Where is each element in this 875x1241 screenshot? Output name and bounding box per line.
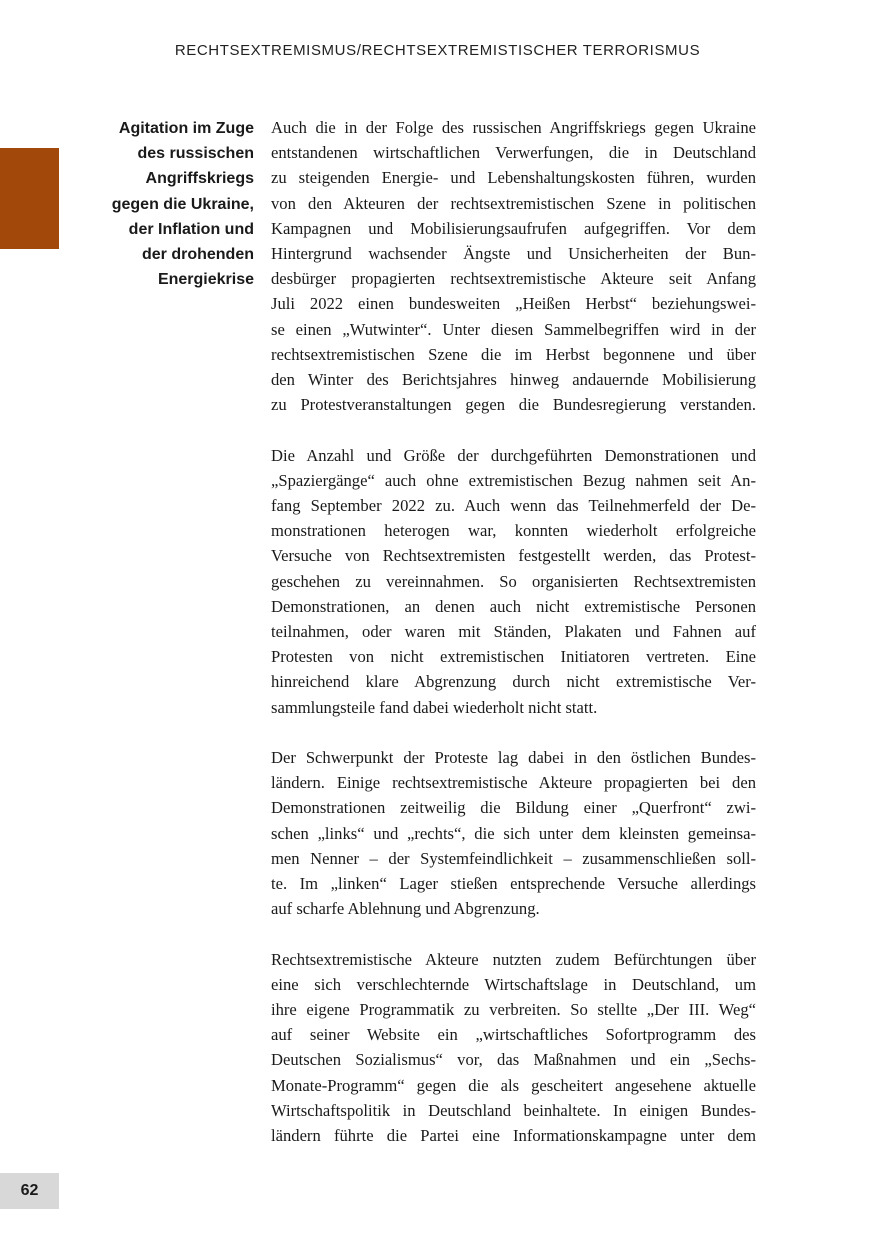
text-line: zu Protestveranstaltungen gegen die Bundesregierung verstanden. — [271, 395, 756, 415]
text-line: desbürger propagierten rechtsextremistische Akteure seit Anfang — [271, 269, 756, 289]
page-number-label: 62 — [20, 1182, 39, 1199]
chapter-color-tab — [0, 148, 59, 249]
text-line: schen „links“ und „rechts“, die sich unter dem kleinsten gemeinsa- — [271, 823, 756, 843]
text-line: sammlungsteile fand dabei wiederholt nicht statt. — [271, 697, 598, 717]
text-line: entstandenen wirtschaftlichen Verwerfungen, die in Deutschland — [271, 143, 756, 163]
text-line: Juli 2022 einen bundesweiten „Heißen Herbst“ beziehungswei- — [271, 294, 756, 314]
paragraph-1 — [271, 115, 756, 417]
page-number — [0, 1173, 59, 1209]
text-line: Die Anzahl und Größe der durchgeführten Demonstrationen und — [271, 445, 756, 465]
margin-heading-line: Energiekrise — [157, 271, 254, 289]
text-line: Demonstrationen zeitweilig die Bildung einer „Querfront“ zwi- — [271, 798, 756, 818]
text-line: teilnahmen, oder waren mit Ständen, Plakaten und Fahnen auf — [271, 622, 756, 642]
text-line: Deutschen Sozialismus“ vor, das Maßnahmen und ein „Sechs- — [271, 1050, 756, 1070]
running-header: RECHTSEXTREMISMUS/RECHTSEXTREMISTISCHER TERRORISMUS — [174, 42, 701, 59]
margin-heading-line: der drohenden — [141, 246, 254, 264]
text-line: auf scharfe Ablehnung und Abgrenzung. — [271, 899, 540, 919]
text-line: von den Akteuren der rechtsextremistischen Szene in politischen — [271, 193, 756, 213]
text-line: Der Schwerpunkt der Proteste lag dabei in den östlichen Bundes- — [271, 748, 756, 768]
body-text — [271, 115, 756, 1173]
text-line: Auch die in der Folge des russischen Angriffskriegs gegen Ukraine — [271, 118, 756, 137]
text-line: Hintergrund wachsender Ängste und Unsicherheiten der Bun- — [271, 244, 756, 264]
text-line: „Spaziergänge“ auch ohne extremistischen Bezug nahmen seit An- — [271, 470, 756, 490]
text-line: fang September 2022 zu. Auch wenn das Teilnehmerfeld der De- — [271, 496, 756, 516]
margin-heading-line: gegen die Ukraine, — [111, 195, 254, 213]
margin-heading-line: Angriffskriegs — [145, 170, 254, 188]
text-line: Demonstrationen, an denen auch nicht extremistische Personen — [271, 596, 756, 616]
margin-heading-line: Agitation im Zuge — [118, 120, 254, 137]
text-line: men Nenner – der Systemfeindlichkeit – zusammenschließen soll- — [271, 848, 756, 868]
text-line: geschehen zu vereinnahmen. So organisierten Rechtsextremisten — [271, 571, 756, 591]
text-line: te. Im „linken“ Lager stießen entsprechende Versuche allerdings — [271, 874, 756, 894]
text-line: rechtsextremistischen Szene die im Herbst begonnene und über — [271, 344, 756, 364]
text-line: ländern führte die Partei eine Informationskampagne unter dem — [271, 1126, 756, 1146]
text-line: monstrationen heterogen war, konnten wiederholt erfolgreiche — [271, 521, 756, 541]
text-line: Wirtschaftspolitik in Deutschland beinhaltete. In einigen Bundes- — [271, 1100, 756, 1120]
text-line: Protesten von nicht extremistischen Initiatoren vertreten. Eine — [271, 647, 756, 667]
text-line: den Winter des Berichtsjahres hinweg andauernde Mobilisierung — [271, 370, 756, 390]
text-line: Kampagnen und Mobilisierungsaufrufen aufgegriffen. Vor dem — [271, 218, 756, 238]
paragraph-4 — [271, 947, 756, 1149]
paragraph-3 — [271, 745, 756, 921]
text-line: Rechtsextremistische Akteure nutzten zudem Befürchtungen über — [271, 949, 756, 969]
text-line: zu steigenden Energie- und Lebenshaltungskosten führen, wurden — [271, 168, 756, 188]
text-line: auf seiner Website ein „wirtschaftliches Sofortprogramm des — [271, 1025, 756, 1045]
text-line: ihre eigene Programmatik zu verbreiten. So stellte „Der III. Weg“ — [271, 1000, 756, 1020]
margin-heading-line: des russischen — [137, 145, 254, 163]
text-line: se einen „Wutwinter“. Unter diesen Sammelbegriffen wird in der — [271, 319, 756, 339]
margin-heading-line: der Inflation und — [128, 220, 254, 238]
paragraph-2 — [271, 443, 756, 720]
margin-heading — [96, 116, 254, 292]
text-line: eine sich verschlechternde Wirtschaftslage in Deutschland, um — [271, 974, 756, 994]
text-line: hinreichend klare Abgrenzung durch nicht extremistische Ver- — [271, 672, 756, 692]
text-line: Monate-Programm“ gegen die als gescheitert angesehene aktuelle — [271, 1075, 756, 1095]
text-line: Versuche von Rechtsextremisten festgestellt werden, das Protest- — [271, 546, 756, 566]
text-line: ländern. Einige rechtsextremistische Akteure propagierten bei den — [271, 773, 756, 793]
